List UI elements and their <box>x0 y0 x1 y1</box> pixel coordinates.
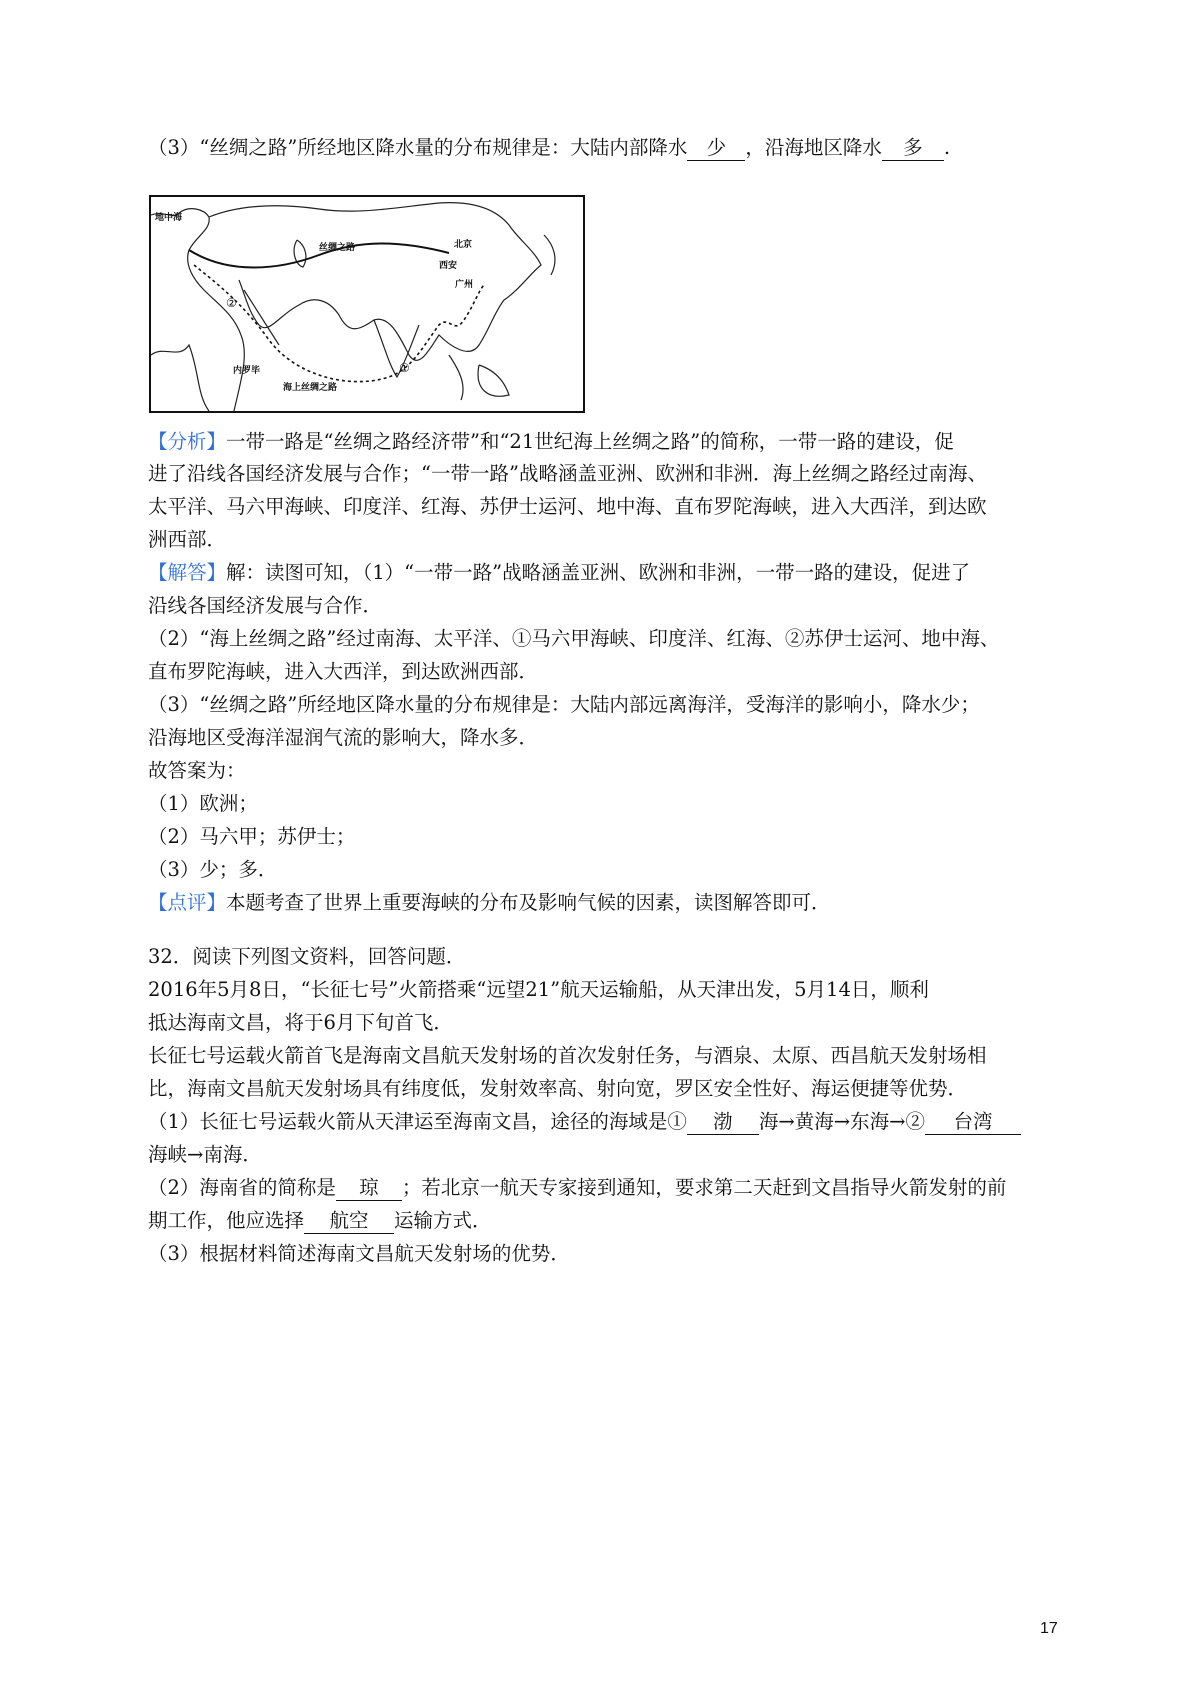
q32-para1-line2: 抵达海南文昌，将于6月下旬首飞． <box>148 1011 453 1034</box>
review-tag: 【点评】 <box>148 891 227 914</box>
answer-line-3: （2）“海上丝绸之路”经过南海、太平洋、①马六甲海峡、印度洋、红海、②苏伊士运河、地中海、 <box>148 627 1000 650</box>
q32-sub1-line2: 海峡→南海． <box>148 1143 262 1166</box>
map-label-maritime-silk-road: 海上丝绸之路 <box>283 383 338 393</box>
map-label-nairobi: 内罗毕 <box>233 366 261 376</box>
silk-road-map <box>149 195 585 413</box>
map-label-xian: 西安 <box>439 261 458 271</box>
answer-line-8: （1）欧洲； <box>148 792 258 815</box>
q32-title: 32．阅读下列图文资料，回答问题． <box>148 945 466 968</box>
map-label-silk-road: 丝绸之路 <box>319 243 356 253</box>
q32-sub2-line1: （2）海南省的简称是 琼 ；若北京一航天专家接到通知，要求第二天赶到文昌指导火箭发射的前 <box>148 1176 1007 1199</box>
answer-tag: 【解答】 <box>148 561 227 584</box>
answer-line-5: （3）“丝绸之路”所经地区降水量的分布规律是：大陆内部远离海洋，受海洋的影响小，降水少； <box>148 693 980 716</box>
answer-blank-air: 航空 <box>304 1209 394 1234</box>
map-marker-2: ② <box>226 296 237 310</box>
map-label-guangzhou: 广州 <box>455 280 474 290</box>
analysis-line-2: 进了沿线各国经济发展与合作；“一带一路”战略涵盖亚洲、欧洲和非洲．海上丝绸之路经过南海、 <box>148 462 987 485</box>
q32-para2-line2: 比，海南文昌航天发射场具有纬度低，发射效率高、射向宽，罗区安全性好、海运便捷等优势． <box>148 1077 968 1100</box>
q32-sub2-line2: 期工作，他应选择 航空 运输方式． <box>148 1209 492 1232</box>
answer-line-7: 故答案为： <box>148 759 246 782</box>
analysis-tag: 【分析】 <box>148 430 227 453</box>
q31-part3-line: （3）“丝绸之路”所经地区降水量的分布规律是：大陆内部降水 少 ，沿海地区降水 多 . <box>148 136 951 159</box>
map-marker-1: ① <box>399 361 410 375</box>
map-label-beijing: 北京 <box>454 240 473 250</box>
answer-blank-bohai: 渤 <box>687 1110 759 1135</box>
analysis-line-1: 【分析】一带一路是“丝绸之路经济带”和“21世纪海上丝绸之路”的简称，一带一路的建设，促 <box>148 430 954 453</box>
q32-para1-line1: 2016年5月8日，“长征七号”火箭搭乘“远望21”航天运输船，从天津出发，5月14日，顺利 <box>148 978 929 1001</box>
q32-sub3: （3）根据材料简述海南文昌航天发射场的优势． <box>148 1242 570 1265</box>
answer-line-4: 直布罗陀海峡，进入大西洋，到达欧洲西部． <box>148 660 539 683</box>
answer-line-6: 沿海地区受海洋湿润气流的影响大，降水多． <box>148 726 539 749</box>
answer-blank-qiong: 琼 <box>336 1176 402 1201</box>
answer-line-1: 【解答】解：读图可知，（1）“一带一路”战略涵盖亚洲、欧洲和非洲，一带一路的建设，促进了 <box>148 561 971 584</box>
answer-blank-2: 多 <box>882 136 944 161</box>
answer-blank-taiwan: 台湾 <box>925 1110 1021 1135</box>
answer-line-10: （3）少；多． <box>148 858 278 881</box>
analysis-line-4: 洲西部． <box>148 528 227 551</box>
q32-sub1-line1: （1）长征七号运载火箭从天津运至海南文昌，途径的海域是① 渤 海→黄海→东海→② 台湾 <box>148 1108 1021 1136</box>
map-label-mediterranean: 地中海 <box>155 213 183 223</box>
analysis-line-3: 太平洋、马六甲海峡、印度洋、红海、苏伊士运河、地中海、直布罗陀海峡，进入大西洋，到达欧 <box>148 495 987 518</box>
answer-line-9: （2）马六甲；苏伊士； <box>148 825 356 848</box>
page-number: 17 <box>1040 1620 1058 1637</box>
q32-para2-line1: 长征七号运载火箭首飞是海南文昌航天发射场的首次发射任务，与酒泉、太原、西昌航天发射场相 <box>148 1044 987 1067</box>
answer-line-2: 沿线各国经济发展与合作． <box>148 594 383 617</box>
answer-blank-1: 少 <box>687 136 745 161</box>
review-line: 【点评】本题考查了世界上重要海峡的分布及影响气候的因素，读图解答即可． <box>148 891 831 914</box>
